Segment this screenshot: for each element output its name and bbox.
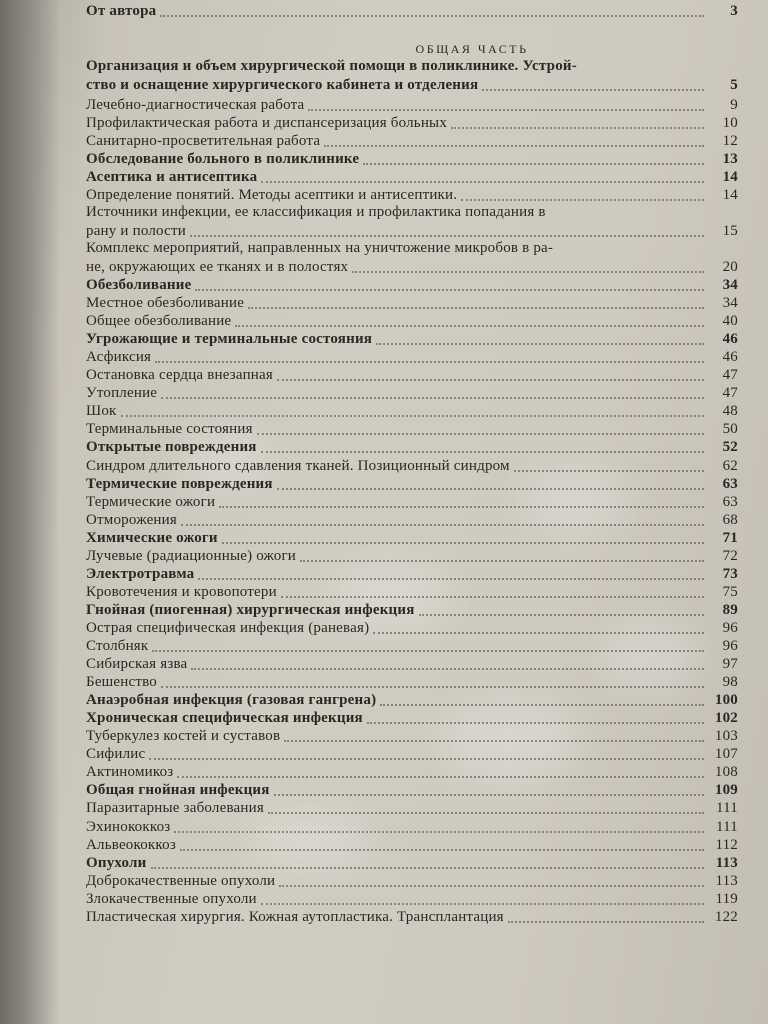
toc-entry[interactable]	[86, 384, 738, 402]
toc-entry-title: Электротравма	[86, 565, 195, 582]
toc-entry-page: 97	[722, 656, 738, 673]
toc-entry[interactable]	[86, 547, 738, 565]
toc-entry-page: 15	[722, 223, 738, 239]
toc-entry[interactable]	[86, 763, 738, 781]
toc-entry-title: Асептика и антисептика	[86, 169, 258, 186]
dot-leader	[352, 257, 704, 273]
toc-entry-title: Синдром длительного сдавления тканей. Позиционный синдром	[86, 457, 510, 474]
toc-entry-page: 111	[716, 818, 738, 835]
toc-entry[interactable]	[86, 186, 738, 204]
toc-entry-page: 119	[715, 890, 738, 907]
toc-entry-title: Лечебно-диагностическая работа	[86, 97, 305, 113]
toc-entry-title: Определение понятий. Методы асептики и антисептики.	[86, 187, 458, 204]
toc-entry-title: Столбняк	[86, 638, 149, 654]
toc-entry-title-line2: рану и полости	[86, 223, 186, 239]
toc-entry-page: 113	[715, 854, 738, 871]
toc-entry-title: Обследование больного в поликлинике	[86, 151, 360, 168]
dot-leader	[235, 311, 704, 327]
toc-entry-page: 75	[722, 583, 738, 600]
dot-leader	[308, 95, 704, 111]
toc-entry-title: Общее обезболивание	[86, 313, 232, 330]
toc-entry[interactable]	[86, 673, 738, 691]
toc-entry[interactable]	[86, 872, 738, 890]
dot-leader	[376, 329, 704, 345]
toc-entry-title: Анаэробная инфекция (газовая гангрена)	[86, 692, 377, 709]
toc-entry[interactable]	[86, 583, 738, 601]
toc-entry[interactable]	[86, 438, 738, 456]
toc-entry-author[interactable]	[86, 2, 738, 20]
toc-entry-title: Доброкачественные опухоли	[86, 872, 276, 889]
dot-leader	[160, 1, 704, 17]
toc-entry[interactable]	[86, 493, 738, 511]
toc-entry[interactable]	[86, 114, 738, 132]
toc-entry[interactable]	[86, 781, 738, 799]
toc-entry[interactable]	[86, 709, 738, 727]
dot-leader	[257, 419, 704, 435]
toc-entry-title-line1: Комплекс мероприятий, направленных на уничтожение микробов в ра-	[86, 240, 554, 256]
toc-entry-page: 112	[715, 836, 738, 853]
dot-leader	[373, 618, 704, 634]
toc-entry[interactable]	[86, 727, 738, 745]
dot-leader	[161, 383, 704, 399]
dot-leader	[363, 149, 704, 165]
toc-entry[interactable]	[86, 565, 738, 583]
toc-entry-title: От автора	[86, 3, 157, 19]
toc-entry-title: Местное обезболивание	[86, 295, 245, 312]
toc-entry-title: Альвеококкоз	[86, 836, 176, 853]
toc-entry-page: 63	[722, 493, 738, 510]
toc-entry-page: 47	[722, 385, 738, 402]
dot-leader	[174, 817, 704, 833]
dot-leader	[279, 871, 704, 887]
toc-entry-page: 98	[722, 674, 738, 691]
toc-entry-page: 109	[714, 782, 738, 799]
dot-leader	[508, 907, 704, 923]
toc-entry-page: 103	[714, 728, 738, 745]
toc-entry[interactable]	[86, 745, 738, 763]
toc-entry-title: Обезболивание	[86, 277, 192, 293]
toc-entry-page: 47	[722, 367, 738, 384]
dot-leader	[367, 708, 704, 724]
dot-leader	[180, 835, 704, 851]
dot-leader	[181, 510, 704, 526]
toc-entry-title: Санитарно-просветительная работа	[86, 133, 321, 150]
toc-entry-title: Сибирская язва	[86, 656, 188, 673]
dot-leader	[152, 636, 704, 652]
toc-entry-page: 3	[730, 3, 738, 19]
dot-leader	[281, 582, 704, 598]
toc-entry-page: 10	[722, 115, 738, 132]
toc-entry[interactable]	[86, 818, 738, 836]
toc-entry-page: 107	[714, 746, 738, 763]
dot-leader	[195, 275, 704, 291]
toc-entry-page: 108	[714, 764, 738, 781]
dot-leader	[190, 221, 704, 237]
toc-entry-page: 63	[722, 475, 738, 492]
dot-leader	[277, 474, 704, 490]
toc-entry-title: Эхинококкоз	[86, 818, 171, 835]
dot-leader	[121, 401, 704, 417]
toc-entry[interactable]	[86, 330, 738, 348]
toc-entry[interactable]	[86, 637, 738, 655]
dot-leader	[277, 365, 704, 381]
dot-leader	[274, 780, 704, 796]
toc-entry[interactable]	[86, 908, 738, 926]
dot-leader	[219, 492, 704, 508]
toc-entry-page: 62	[722, 457, 738, 474]
toc-entry-title: Злокачественные опухоли	[86, 890, 257, 907]
toc-entry-title: Асфиксия	[86, 349, 152, 366]
dot-leader	[261, 167, 704, 183]
toc-entry-title: Острая специфическая инфекция (раневая)	[86, 619, 370, 636]
dot-leader	[324, 131, 704, 147]
dot-leader	[482, 75, 704, 91]
toc-entry-page: 113	[715, 872, 738, 889]
dot-leader	[419, 600, 704, 616]
dot-leader	[177, 762, 704, 778]
toc-entry-page: 9	[730, 97, 738, 113]
dot-leader	[380, 690, 704, 706]
toc-entry-page: 71	[722, 529, 738, 546]
toc-entry-title: Пластическая хирургия. Кожная аутопластика. Трансплантация	[86, 908, 504, 925]
toc-entry-title: Опухоли	[86, 854, 147, 871]
toc-entry[interactable]	[86, 836, 738, 854]
toc-entry[interactable]	[86, 601, 738, 619]
toc-entry-page: 72	[722, 547, 738, 564]
toc-entry-title: Общая гнойная инфекция	[86, 782, 270, 799]
dot-leader	[149, 744, 704, 760]
toc-entry-title: Кровотечения и кровопотери	[86, 583, 277, 600]
toc-entry[interactable]	[86, 420, 738, 438]
section-heading: ОБЩАЯ ЧАСТЬ	[415, 42, 529, 56]
toc-entry-title: Утопление	[86, 385, 158, 402]
toc-entry-title: Хроническая специфическая инфекция	[86, 710, 363, 727]
dot-leader	[300, 546, 704, 562]
toc-entry[interactable]	[86, 691, 738, 709]
toc-entry-page: 14	[722, 169, 738, 186]
toc-entry-title: Профилактическая работа и диспансеризация больных	[86, 115, 448, 132]
toc-entry[interactable]	[86, 348, 738, 366]
toc-entry[interactable]	[86, 402, 738, 420]
toc-entry-title: Термические ожоги	[86, 493, 216, 510]
toc-entry-page: 5	[730, 77, 738, 93]
toc-entry-title: Сифилис	[86, 746, 146, 763]
toc-entry[interactable]	[86, 799, 738, 817]
toc-entry-page: 73	[722, 565, 738, 582]
book-gutter-shadow	[0, 0, 60, 1024]
toc-entry[interactable]	[86, 511, 738, 529]
dot-leader	[451, 113, 704, 129]
toc-entry[interactable]	[86, 96, 738, 114]
toc-entry-page: 52	[722, 439, 738, 456]
toc-entry-title: Шок	[86, 403, 117, 420]
dot-leader	[155, 347, 704, 363]
toc-entry[interactable]	[86, 457, 738, 475]
toc-entry-title-line1: Источники инфекции, ее классификация и профилактика попадания в	[86, 204, 546, 220]
toc-entry-title-line2: ство и оснащение хирургического кабинета и отделения	[86, 77, 479, 93]
toc-entry-page: 102	[714, 710, 738, 727]
toc-entry-title-line2: не, окружающих ее тканях и в полостях	[86, 259, 349, 275]
toc-entry-page: 111	[716, 800, 738, 817]
dot-leader	[248, 293, 704, 309]
toc-entry-page: 100	[714, 692, 738, 709]
toc-entry-title: Бешенство	[86, 674, 157, 691]
toc-entry[interactable]	[86, 890, 738, 908]
toc-entry-page: 89	[722, 601, 738, 618]
toc-entry-title: Гнойная (пиогенная) хирургическая инфекция	[86, 601, 415, 618]
toc-entry-title: Туберкулез костей и суставов	[86, 728, 281, 745]
toc-entry[interactable]	[86, 276, 738, 294]
toc-entry[interactable]	[86, 475, 738, 493]
toc-entry[interactable]	[86, 168, 738, 186]
toc-entry-page: 68	[722, 511, 738, 528]
toc-entry-page: 12	[722, 133, 738, 150]
toc-entry-title: Термические повреждения	[86, 475, 273, 492]
toc-entry-page: 122	[714, 908, 738, 925]
toc-entry[interactable]	[86, 854, 738, 872]
toc-entry[interactable]	[86, 132, 738, 150]
toc-entry[interactable]	[86, 150, 738, 168]
toc-entry[interactable]	[86, 529, 738, 547]
toc-entry[interactable]	[86, 294, 738, 312]
toc-entry-page: 13	[722, 151, 738, 168]
dot-leader	[461, 185, 704, 201]
toc-entry-title: Паразитарные заболевания	[86, 800, 264, 817]
dot-leader	[198, 564, 704, 580]
toc-entry[interactable]	[86, 312, 738, 330]
toc-entry-page: 40	[722, 313, 738, 330]
toc-entry-page: 46	[722, 349, 738, 366]
toc-entry[interactable]	[86, 366, 738, 384]
toc-entry-title: Открытые повреждения	[86, 439, 257, 456]
dot-leader	[222, 528, 704, 544]
toc-entry-title: Химические ожоги	[86, 529, 218, 546]
toc-entry-page: 48	[722, 403, 738, 420]
toc-entry-title: Угрожающие и терминальные состояния	[86, 331, 373, 348]
toc-entry-page: 96	[722, 619, 738, 636]
toc-entry-title: Остановка сердца внезапная	[86, 367, 273, 384]
toc-entry-page: 34	[722, 277, 738, 293]
toc-entry-title: Терминальные состояния	[86, 421, 253, 438]
toc-entry-title: Отморожения	[86, 511, 177, 528]
dot-leader	[161, 672, 704, 688]
dot-leader	[514, 456, 704, 472]
dot-leader	[261, 437, 704, 453]
toc-entry-title: Лучевые (радиационные) ожоги	[86, 547, 297, 564]
dot-leader	[268, 798, 704, 814]
dot-leader	[284, 726, 704, 742]
toc-entry[interactable]	[86, 655, 738, 673]
toc-entry-page: 34	[722, 295, 738, 312]
toc-entry-page: 14	[722, 187, 738, 204]
dot-leader	[151, 853, 705, 869]
toc-entry-page: 50	[722, 421, 738, 438]
toc-entry[interactable]	[86, 619, 738, 637]
toc-entry-page: 46	[722, 331, 738, 348]
toc-entry-title-line1: Организация и объем хирургической помощи в поликлинике. Устрой-	[86, 58, 577, 74]
toc-entry-page: 20	[722, 259, 738, 275]
dot-leader	[261, 889, 704, 905]
dot-leader	[191, 654, 704, 670]
toc-entry-page: 96	[722, 638, 738, 654]
toc-entry-title: Актиномикоз	[86, 764, 174, 781]
